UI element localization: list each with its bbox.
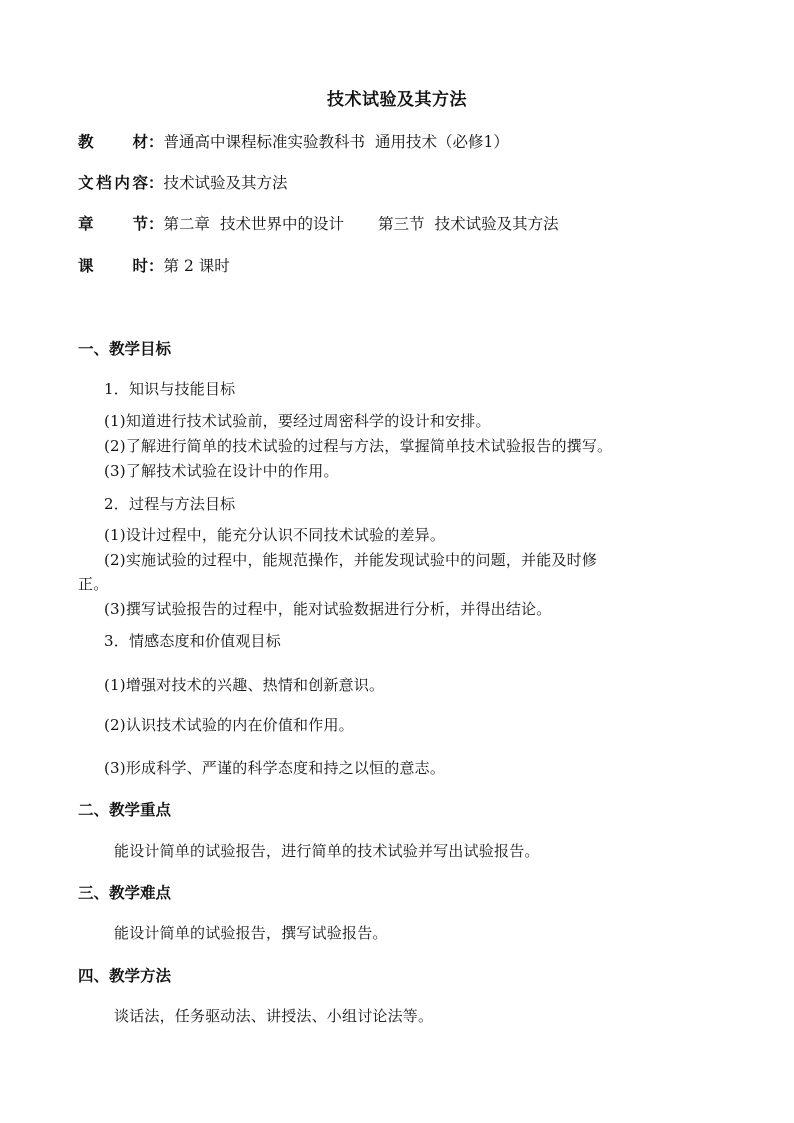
section-heading-key-points: 二、教学重点 — [78, 801, 172, 819]
meta-colon: ： — [148, 133, 164, 151]
list-item: (1)知道进行技术试验前，要经过周密科学的设计和安排。 — [104, 412, 491, 430]
subheading-process: 2．过程与方法目标 — [104, 495, 236, 513]
key-points-text: 能设计简单的试验报告，进行简单的技术试验并写出试验报告。 — [114, 842, 540, 860]
list-item: (1)增强对技术的兴趣、热情和创新意识。 — [104, 676, 385, 694]
difficulties-text: 能设计简单的试验报告，撰写试验报告。 — [114, 924, 388, 942]
document-title: 技术试验及其方法 — [327, 90, 467, 110]
section-heading-methods: 四、教学方法 — [78, 967, 172, 985]
list-item: (3)了解技术试验在设计中的作用。 — [104, 462, 339, 480]
meta-period-value: 第 2 课时 — [163, 257, 230, 275]
list-item: (3)撰写试验报告的过程中，能对试验数据进行分析，并得出结论。 — [104, 600, 552, 618]
meta-chapter-value4: 技术试验及其方法 — [434, 215, 559, 233]
section-heading-difficulties: 三、教学难点 — [78, 884, 172, 902]
meta-textbook-value: 普通高中课程标准实验教科书 — [163, 133, 366, 151]
meta-chapter-value: 第二章 — [163, 215, 211, 233]
meta-period-label: 课 时 — [78, 257, 148, 275]
meta-chapter-value3: 第三节 — [378, 215, 425, 233]
meta-chapter-value2: 技术世界中的设计 — [220, 215, 345, 233]
meta-chapter — [78, 212, 559, 234]
meta-colon: ： — [148, 215, 164, 233]
methods-text: 谈话法，任务驱动法、讲授法、小组讨论法等。 — [114, 1007, 434, 1025]
subheading-knowledge: 1．知识与技能目标 — [104, 380, 236, 398]
list-item: (3)形成科学、严谨的科学态度和持之以恒的意志。 — [104, 759, 446, 777]
list-item: (2)了解进行简单的技术试验的过程与方法，掌握简单技术试验报告的撰写。 — [104, 437, 613, 455]
list-item-continuation: 正。 — [78, 575, 109, 593]
meta-content-value: 技术试验及其方法 — [163, 174, 288, 192]
meta-colon: ： — [148, 257, 164, 275]
meta-content-label: 文档内容 — [78, 174, 148, 192]
meta-textbook — [78, 130, 509, 152]
list-item: (2)实施试验的过程中，能规范操作，并能发现试验中的问题，并能及时修 — [104, 551, 598, 569]
list-item: (1)设计过程中，能充分认识不同技术试验的差异。 — [104, 526, 446, 544]
meta-content — [78, 171, 288, 193]
meta-textbook-value2: 通用技术（必修1） — [375, 133, 509, 151]
meta-chapter-label: 章 节 — [78, 215, 148, 233]
section-heading-goals: 一、教学目标 — [78, 340, 172, 358]
meta-period — [78, 254, 230, 276]
subheading-attitude: 3．情感态度和价值观目标 — [104, 632, 281, 650]
list-item: (2)认识技术试验的内在价值和作用。 — [104, 716, 354, 734]
meta-textbook-label: 教 材 — [78, 133, 148, 151]
meta-colon: ： — [148, 174, 164, 192]
